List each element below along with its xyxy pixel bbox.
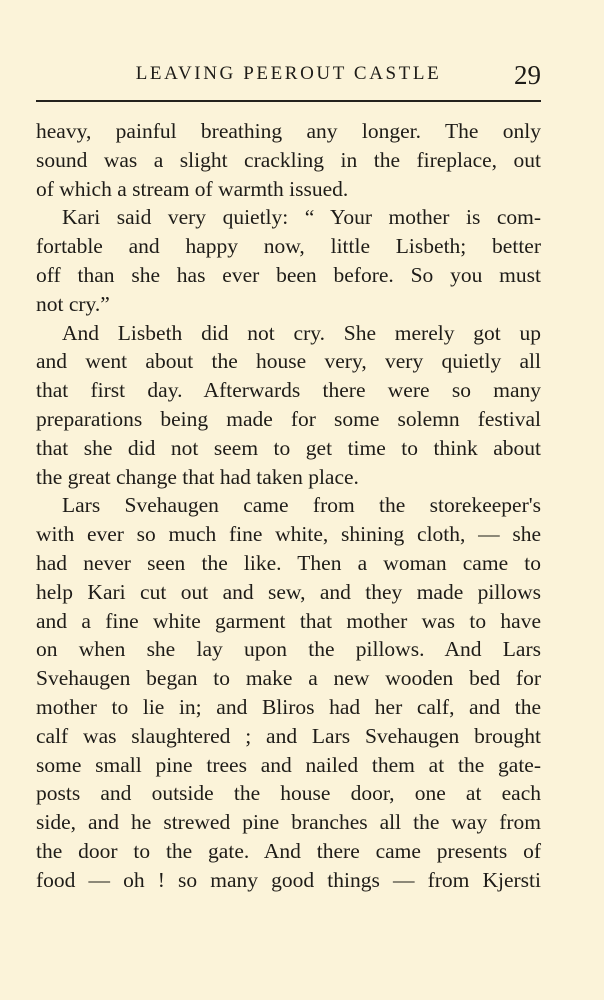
text-line: the door to the gate. And there came presents of [36,838,541,863]
text-line: sound was a slight crackling in the fireplace, out [36,147,541,172]
text-line: calf was slaughtered ; and Lars Svehaugen brought [36,723,541,748]
page-number: 29 [514,60,541,90]
text-line: help Kari cut out and sew, and they made pillows [36,579,541,604]
text-line: that first day. Afterwards there were so many [36,378,541,403]
running-title: LEAVING PEEROUT CASTLE [135,63,442,84]
text-line: Svehaugen began to make a new wooden bed for [36,666,541,691]
text-line: that she did not seem to get time to think about [36,435,541,460]
text-line: and a fine white garment that mother was to have [36,608,541,633]
body-text [36,117,541,895]
text-line: had never seen the like. Then a woman came to [36,550,541,575]
text-line: off than she has ever been before. So you must [36,262,541,287]
paragraph-start-line: And Lisbeth did not cry. She merely got up [62,320,541,345]
text-line: posts and outside the house door, one at each [36,781,541,806]
text-line: the great change that had taken place. [36,464,359,489]
header-rule [36,100,541,102]
text-line: preparations being made for some solemn festival [36,406,541,431]
text-line: heavy, painful breathing any longer. The only [36,119,541,143]
text-line: on when she lay upon the pillows. And Lars [36,637,541,662]
text-line: with ever so much fine white, shining cloth, — she [36,522,541,547]
text-line: fortable and happy now, little Lisbeth; better [36,234,541,259]
paragraph-start-line: Lars Svehaugen came from the storekeeper's [62,493,541,518]
text-line: not cry.” [36,291,110,316]
text-line: mother to lie in; and Bliros had her calf, and the [36,694,541,719]
text-line: some small pine trees and nailed them at the gate- [36,752,541,777]
text-line: and went about the house very, very quietly all [36,349,541,374]
text-line: food — oh ! so many good things — from Kjersti [36,867,541,892]
running-head [36,60,541,94]
text-line: of which a stream of warmth issued. [36,176,349,201]
text-line: side, and he strewed pine branches all the way from [36,810,541,835]
paragraph-start-line: Kari said very quietly: “ Your mother is com- [62,205,541,230]
